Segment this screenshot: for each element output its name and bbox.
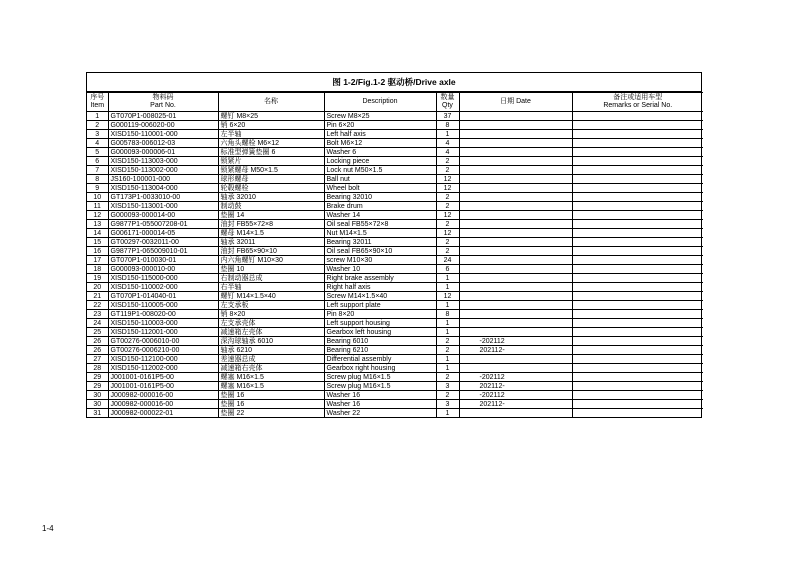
table-header-row [87, 93, 703, 112]
cell-qty: 2 [436, 337, 459, 346]
cell-part-no: G006171-000014-05 [108, 229, 218, 238]
cell-name: 减速箱左壳体 [218, 328, 324, 337]
cell-description: Right brake assembly [324, 274, 436, 283]
cell-name: 六角头螺栓 M6×12 [218, 139, 324, 148]
cell-date [459, 274, 572, 283]
cell-item-no: 19 [87, 274, 108, 283]
cell-item-no: 20 [87, 283, 108, 292]
table-row [87, 121, 703, 130]
cell-remarks [572, 409, 703, 418]
cell-name: 深沟球轴承 6010 [218, 337, 324, 346]
cell-description: Oil seal FB55×72×8 [324, 220, 436, 229]
cell-qty: 12 [436, 184, 459, 193]
cell-part-no: G005783-006012-03 [108, 139, 218, 148]
cell-item-no: 17 [87, 256, 108, 265]
cell-qty: 2 [436, 373, 459, 382]
cell-qty: 8 [436, 310, 459, 319]
cell-description: Screw M14×1.5×40 [324, 292, 436, 301]
cell-qty: 2 [436, 202, 459, 211]
cell-name: 左支承板 [218, 301, 324, 310]
cell-name: 轴承 32010 [218, 193, 324, 202]
cell-date: 202112- [459, 400, 572, 409]
cell-name: 差速器总成 [218, 355, 324, 364]
header-part-no [108, 93, 218, 112]
cell-date [459, 229, 572, 238]
header-remarks [572, 93, 703, 112]
table-row [87, 364, 703, 373]
cell-name: 垫圈 10 [218, 265, 324, 274]
cell-qty: 6 [436, 265, 459, 274]
cell-date [459, 292, 572, 301]
cell-item-no: 24 [87, 319, 108, 328]
cell-qty: 1 [436, 301, 459, 310]
cell-name: 销 6×20 [218, 121, 324, 130]
cell-remarks [572, 211, 703, 220]
cell-part-no: J000982-000016-00 [108, 391, 218, 400]
cell-date [459, 319, 572, 328]
table-row [87, 256, 703, 265]
cell-remarks [572, 301, 703, 310]
cell-date [459, 121, 572, 130]
cell-remarks [572, 319, 703, 328]
cell-part-no: J001001-0161P5-00 [108, 373, 218, 382]
cell-item-no: 22 [87, 301, 108, 310]
header-qty-cn: 数量 [440, 94, 455, 101]
cell-remarks [572, 373, 703, 382]
cell-remarks [572, 139, 703, 148]
table-row [87, 166, 703, 175]
cell-date [459, 220, 572, 229]
cell-name: 内六角螺钉 M10×30 [218, 256, 324, 265]
table-row [87, 319, 703, 328]
cell-qty: 12 [436, 211, 459, 220]
cell-remarks [572, 382, 703, 391]
header-part-no-en: Part No. [150, 102, 176, 109]
cell-date [459, 211, 572, 220]
cell-qty: 4 [436, 148, 459, 157]
cell-name: 轴承 32011 [218, 238, 324, 247]
cell-qty: 2 [436, 391, 459, 400]
table-body [87, 112, 703, 418]
cell-item-no: 13 [87, 220, 108, 229]
header-qty-en: Qty [442, 102, 453, 109]
cell-qty: 1 [436, 274, 459, 283]
cell-date [459, 364, 572, 373]
cell-description: Differential assembly [324, 355, 436, 364]
cell-item-no: 26 [87, 346, 108, 355]
cell-qty: 1 [436, 319, 459, 328]
table-row [87, 292, 703, 301]
cell-part-no: JS160-100001-000 [108, 175, 218, 184]
cell-qty: 12 [436, 175, 459, 184]
cell-item-no: 11 [87, 202, 108, 211]
cell-remarks [572, 229, 703, 238]
cell-qty: 1 [436, 409, 459, 418]
cell-part-no: GT173P1-0033010-00 [108, 193, 218, 202]
cell-item-no: 8 [87, 175, 108, 184]
cell-part-no: XISD150-112100-000 [108, 355, 218, 364]
cell-part-no: J000982-000022-01 [108, 409, 218, 418]
cell-remarks [572, 166, 703, 175]
parts-table [87, 92, 703, 417]
cell-part-no: GT00297-0032011-00 [108, 238, 218, 247]
cell-item-no: 15 [87, 238, 108, 247]
cell-item-no: 6 [87, 157, 108, 166]
cell-part-no: G000093-000006-01 [108, 148, 218, 157]
cell-remarks [572, 391, 703, 400]
cell-qty: 12 [436, 292, 459, 301]
cell-qty: 2 [436, 220, 459, 229]
cell-item-no: 21 [87, 292, 108, 301]
cell-remarks [572, 157, 703, 166]
header-date: 日期 Date [459, 93, 572, 112]
cell-remarks [572, 337, 703, 346]
cell-item-no: 16 [87, 247, 108, 256]
cell-date [459, 247, 572, 256]
table-row [87, 175, 703, 184]
cell-date: 202112- [459, 382, 572, 391]
cell-part-no: G000093-000010-00 [108, 265, 218, 274]
page-number: 1-4 [42, 524, 54, 533]
cell-description: Washer 22 [324, 409, 436, 418]
cell-remarks [572, 265, 703, 274]
cell-date [459, 193, 572, 202]
cell-remarks [572, 256, 703, 265]
cell-item-no: 29 [87, 373, 108, 382]
cell-description: Bearing 6010 [324, 337, 436, 346]
cell-date: -202112 [459, 337, 572, 346]
cell-name: 锁紧片 [218, 157, 324, 166]
cell-description: Screw plug M16×1.5 [324, 382, 436, 391]
table-row [87, 409, 703, 418]
cell-remarks [572, 328, 703, 337]
cell-part-no: G9877P1-065009010-01 [108, 247, 218, 256]
cell-date [459, 175, 572, 184]
cell-name: 轴承 6210 [218, 346, 324, 355]
cell-date [459, 202, 572, 211]
cell-description: Left support plate [324, 301, 436, 310]
cell-name: 减速箱右壳体 [218, 364, 324, 373]
cell-name: 垫圈 16 [218, 400, 324, 409]
cell-description: Pin 6×20 [324, 121, 436, 130]
cell-date [459, 310, 572, 319]
cell-qty: 2 [436, 346, 459, 355]
cell-remarks [572, 121, 703, 130]
cell-name: 销 8×20 [218, 310, 324, 319]
header-description: Description [324, 93, 436, 112]
cell-name: 螺钉 M8×25 [218, 112, 324, 121]
table-row [87, 202, 703, 211]
cell-item-no: 30 [87, 400, 108, 409]
cell-part-no: XISD150-110003-000 [108, 319, 218, 328]
cell-remarks [572, 184, 703, 193]
header-part-no-cn: 物料码 [152, 94, 174, 101]
table-row [87, 301, 703, 310]
cell-item-no: 4 [87, 139, 108, 148]
cell-name: 锁紧螺母 M50×1.5 [218, 166, 324, 175]
cell-item-no: 25 [87, 328, 108, 337]
cell-description: Left support housing [324, 319, 436, 328]
table-row [87, 373, 703, 382]
cell-date [459, 301, 572, 310]
table-row [87, 310, 703, 319]
cell-part-no: J000982-000016-00 [108, 400, 218, 409]
cell-qty: 1 [436, 364, 459, 373]
cell-description: Lock nut M50×1.5 [324, 166, 436, 175]
cell-item-no: 7 [87, 166, 108, 175]
cell-part-no: XISD150-112001-000 [108, 328, 218, 337]
cell-item-no: 12 [87, 211, 108, 220]
cell-qty: 2 [436, 157, 459, 166]
cell-remarks [572, 355, 703, 364]
header-item-no-en: Item [90, 102, 105, 109]
cell-item-no: 26 [87, 337, 108, 346]
cell-date [459, 130, 572, 139]
cell-part-no: XISD150-113001-000 [108, 202, 218, 211]
cell-remarks [572, 175, 703, 184]
cell-name: 球形螺母 [218, 175, 324, 184]
cell-description: Washer 16 [324, 400, 436, 409]
cell-name: 制动鼓 [218, 202, 324, 211]
cell-item-no: 18 [87, 265, 108, 274]
cell-qty: 1 [436, 355, 459, 364]
cell-description: Washer 10 [324, 265, 436, 274]
cell-description: Bearing 6210 [324, 346, 436, 355]
cell-description: Bearing 32010 [324, 193, 436, 202]
cell-item-no: 9 [87, 184, 108, 193]
cell-item-no: 23 [87, 310, 108, 319]
cell-date [459, 238, 572, 247]
cell-remarks [572, 202, 703, 211]
cell-date [459, 283, 572, 292]
cell-remarks [572, 238, 703, 247]
cell-description: Ball nut [324, 175, 436, 184]
cell-qty: 2 [436, 247, 459, 256]
cell-qty: 3 [436, 400, 459, 409]
table-row [87, 130, 703, 139]
cell-description: Bolt M6×12 [324, 139, 436, 148]
cell-part-no: XISD150-110002-000 [108, 283, 218, 292]
cell-description: Locking piece [324, 157, 436, 166]
cell-description: Left half axis [324, 130, 436, 139]
cell-item-no: 27 [87, 355, 108, 364]
cell-remarks [572, 130, 703, 139]
header-qty [436, 93, 459, 112]
cell-item-no: 1 [87, 112, 108, 121]
table-row [87, 148, 703, 157]
cell-qty: 1 [436, 130, 459, 139]
cell-remarks [572, 346, 703, 355]
table-row [87, 238, 703, 247]
cell-description: Wheel bolt [324, 184, 436, 193]
cell-date [459, 355, 572, 364]
cell-qty: 2 [436, 166, 459, 175]
cell-part-no: G000093-000014-00 [108, 211, 218, 220]
cell-item-no: 2 [87, 121, 108, 130]
figure-title: 图 1-2/Fig.1-2 驱动桥/Drive axle [87, 73, 701, 92]
cell-item-no: 3 [87, 130, 108, 139]
table-row [87, 220, 703, 229]
cell-date [459, 409, 572, 418]
cell-part-no: XISD150-110005-000 [108, 301, 218, 310]
cell-name: 右半轴 [218, 283, 324, 292]
cell-description: screw M10×30 [324, 256, 436, 265]
table-row [87, 355, 703, 364]
cell-name: 垫圈 16 [218, 391, 324, 400]
cell-description: Nut M14×1.5 [324, 229, 436, 238]
cell-remarks [572, 283, 703, 292]
cell-name: 标准型弹簧垫圈 6 [218, 148, 324, 157]
table-row [87, 112, 703, 121]
cell-date: 202112- [459, 346, 572, 355]
cell-remarks [572, 364, 703, 373]
cell-part-no: XISD150-113003-000 [108, 157, 218, 166]
header-remarks-cn: 备注或适用车型 [613, 94, 663, 101]
cell-qty: 12 [436, 229, 459, 238]
header-remarks-en: Remarks or Serial No. [603, 102, 673, 109]
cell-name: 螺塞 M16×1.5 [218, 382, 324, 391]
cell-part-no: XISD150-110001-000 [108, 130, 218, 139]
cell-remarks [572, 292, 703, 301]
cell-name: 螺母 M14×1.5 [218, 229, 324, 238]
cell-item-no: 5 [87, 148, 108, 157]
table-row [87, 391, 703, 400]
cell-part-no: J001001-0161P5-00 [108, 382, 218, 391]
cell-date: -202112 [459, 373, 572, 382]
cell-description: Gearbox right housing [324, 364, 436, 373]
header-item-no-cn: 序号 [90, 94, 105, 101]
table-row [87, 157, 703, 166]
cell-qty: 4 [436, 139, 459, 148]
cell-name: 油封 FB65×90×10 [218, 247, 324, 256]
cell-date [459, 256, 572, 265]
cell-description: Gearbox left housing [324, 328, 436, 337]
cell-part-no: GT00276-0006010-00 [108, 337, 218, 346]
cell-part-no: XISD150-113002-000 [108, 166, 218, 175]
cell-qty: 2 [436, 193, 459, 202]
cell-description: Right half axis [324, 283, 436, 292]
parts-list-sheet [86, 72, 702, 418]
cell-name: 左支承壳体 [218, 319, 324, 328]
cell-remarks [572, 148, 703, 157]
cell-description: Brake drum [324, 202, 436, 211]
cell-name: 螺钉 M14×1.5×40 [218, 292, 324, 301]
cell-name: 右制动器总成 [218, 274, 324, 283]
cell-name: 垫圈 22 [218, 409, 324, 418]
cell-remarks [572, 247, 703, 256]
cell-qty: 37 [436, 112, 459, 121]
cell-item-no: 14 [87, 229, 108, 238]
cell-date [459, 112, 572, 121]
cell-qty: 1 [436, 283, 459, 292]
cell-date [459, 148, 572, 157]
cell-remarks [572, 310, 703, 319]
table-row [87, 265, 703, 274]
cell-qty: 3 [436, 382, 459, 391]
cell-part-no: G9877P1-055007208-01 [108, 220, 218, 229]
table-row [87, 328, 703, 337]
table-row [87, 193, 703, 202]
table-row [87, 400, 703, 409]
cell-part-no: GT070P1-014040-01 [108, 292, 218, 301]
cell-part-no: GT00276-0006210-00 [108, 346, 218, 355]
cell-date [459, 184, 572, 193]
cell-date [459, 265, 572, 274]
cell-part-no: XISD150-115000-000 [108, 274, 218, 283]
cell-part-no: XISD150-112002-000 [108, 364, 218, 373]
table-row [87, 211, 703, 220]
cell-date: -202112 [459, 391, 572, 400]
table-row [87, 184, 703, 193]
cell-description: Pin 8×20 [324, 310, 436, 319]
cell-description: Oil seal FB65×90×10 [324, 247, 436, 256]
cell-name: 油封 FB55×72×8 [218, 220, 324, 229]
cell-part-no: GT070P1-010030-01 [108, 256, 218, 265]
cell-name: 垫圈 14 [218, 211, 324, 220]
cell-date [459, 139, 572, 148]
cell-description: Screw plug M16×1.5 [324, 373, 436, 382]
cell-remarks [572, 274, 703, 283]
table-row [87, 274, 703, 283]
header-name: 名称 [218, 93, 324, 112]
cell-item-no: 30 [87, 391, 108, 400]
cell-remarks [572, 400, 703, 409]
table-row [87, 283, 703, 292]
cell-date [459, 328, 572, 337]
cell-qty: 1 [436, 328, 459, 337]
cell-item-no: 28 [87, 364, 108, 373]
cell-part-no: GT119P1-008020-00 [108, 310, 218, 319]
cell-description: Washer 14 [324, 211, 436, 220]
cell-item-no: 10 [87, 193, 108, 202]
cell-remarks [572, 112, 703, 121]
cell-qty: 2 [436, 238, 459, 247]
cell-description: Bearing 32011 [324, 238, 436, 247]
table-row [87, 247, 703, 256]
cell-remarks [572, 220, 703, 229]
cell-name: 螺塞 M16×1.5 [218, 373, 324, 382]
cell-description: Washer 6 [324, 148, 436, 157]
cell-item-no: 29 [87, 382, 108, 391]
table-row [87, 382, 703, 391]
cell-qty: 8 [436, 121, 459, 130]
cell-description: Screw M8×25 [324, 112, 436, 121]
cell-name: 左半轴 [218, 130, 324, 139]
cell-date [459, 166, 572, 175]
cell-qty: 24 [436, 256, 459, 265]
cell-description: Washer 16 [324, 391, 436, 400]
cell-part-no: XISD150-113004-000 [108, 184, 218, 193]
table-row [87, 139, 703, 148]
cell-date [459, 157, 572, 166]
cell-part-no: GT070P1-008025-01 [108, 112, 218, 121]
cell-name: 轮毂螺栓 [218, 184, 324, 193]
cell-part-no: G000119-006020-00 [108, 121, 218, 130]
table-row [87, 229, 703, 238]
table-row [87, 337, 703, 346]
cell-remarks [572, 193, 703, 202]
cell-item-no: 31 [87, 409, 108, 418]
header-item-no [87, 93, 108, 112]
table-row [87, 346, 703, 355]
